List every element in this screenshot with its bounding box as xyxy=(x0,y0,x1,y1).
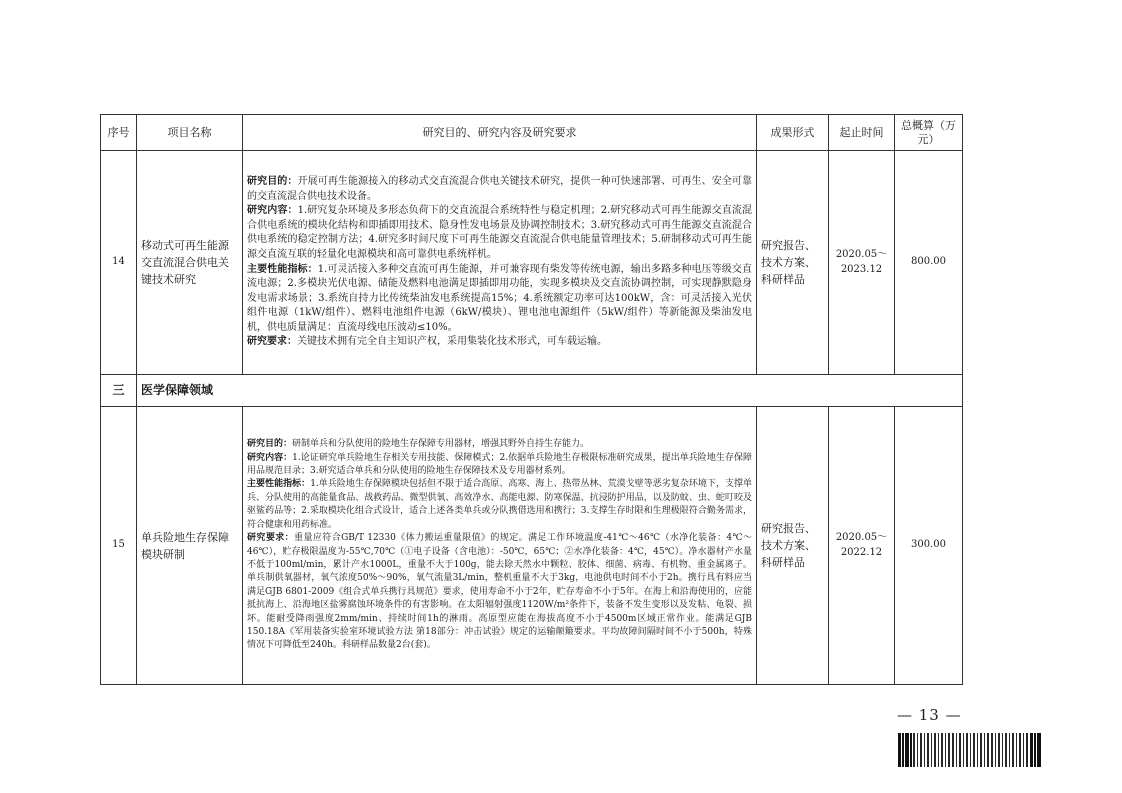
header-content: 研究目的、研究内容及研究要求 xyxy=(243,115,757,151)
indicator-label: 主要性能指标： xyxy=(247,479,311,490)
table-header-row xyxy=(101,115,963,151)
barcode-bar xyxy=(1034,733,1036,767)
requirement-label: 研究要求： xyxy=(247,336,297,348)
indicator-text: 1.可灵活接入多种交直流可再生能源，并可兼容现有柴发等传统电源，输出多路多种电压等级交直流电源；2.多模块光伏电源、储能及燃料电池满足即插即用功能，实现多模块及交直流协调控制，可实现静默隐身发电需求场景；3.系统自持力比传统柴油发电系统提高15%；4.系统额定功率可达100kW，含：可灵活接入光伏组件电源（1kW/组件）、燃料电池组件电源（6kW/模块）、锂电池电源组件（5kW/组件）等新能源及柴油发电机，供电质量满足：直流母线电压波动≤10%。 xyxy=(247,263,752,333)
project-description xyxy=(243,151,757,375)
page-number: — 13 — xyxy=(897,706,962,724)
purpose-label: 研究目的： xyxy=(247,175,298,187)
barcode-bar xyxy=(1037,733,1041,767)
budget: 300.00 xyxy=(895,407,963,685)
purpose-text: 开展可再生能源接入的移动式交直流混合供电关键技术研究，提供一种可快速部署、可再生、安全可靠的交直流混合供电技术设备。 xyxy=(247,175,753,202)
barcode-bar xyxy=(902,733,904,767)
header-no: 序号 xyxy=(101,115,137,151)
project-name: 单兵险地生存保障模块研制 xyxy=(137,407,243,685)
time-range: 2020.05～2022.12 xyxy=(829,407,895,685)
header-name: 项目名称 xyxy=(137,115,243,151)
requirement-text: 关键技术拥有完全自主知识产权，采用集装化技术形式，可车载运输。 xyxy=(297,336,607,348)
purpose-label: 研究目的： xyxy=(247,439,293,450)
table-row xyxy=(101,151,963,375)
barcode-pattern xyxy=(913,733,951,767)
project-description xyxy=(243,407,757,685)
content-label: 研究内容： xyxy=(247,205,298,217)
barcode-image xyxy=(898,733,1058,767)
row-number: 15 xyxy=(101,407,137,685)
barcode-bar xyxy=(910,733,912,767)
requirement-label: 研究要求： xyxy=(247,533,295,544)
purpose-text: 研制单兵和分队使用的险地生存保障专用器材，增强其野外自持生存能力。 xyxy=(292,439,590,450)
indicator-label: 主要性能指标： xyxy=(247,263,318,275)
project-table xyxy=(100,114,963,685)
output-form: 研究报告、技术方案、科研样品 xyxy=(757,407,829,685)
indicator-text: 1.单兵险地生存保障模块包括但不限于适合高原、高寒、海上、热带丛林、荒漠戈壁等恶劣复杂环境下，支撑单兵、分队使用的高能量食品、战救药品、微型供氧、高效净水、高能电源、防寒保温、抗浸防护用品，以及防蚊、虫、蛇叮咬及驱鲨药品等；2.采取模块化组合式设计，适合上述各类单兵或分队携借选用和携行；3.支撑生存时限和生理极限符合勤务需求，符合健康和用药标准。 xyxy=(247,479,752,530)
requirement-text: 重量应符合GB/T 12330《体力搬运重量限值》的规定。满足工作环境温度-41℃～46℃（水净化装备：4℃～46℃），贮存极限温度为-55℃,70℃（①电子设备（含电池）：-50℃，65℃；②水净化装备：4℃，45℃）。净水器材产水量不低于100ml/min，累计产水1000L，重量不大于100g，能去除天然水中颗粒、胶体、细菌、病毒、有机物、重金属离子。单兵制供氧器材，氧气浓度50%～90%，氧气流量3L/min，整机重量不大于3kg，电池供电时间不小于2h。携行具有料应当满足GJB 6801-2009《组合式单兵携行具规范》要求，使用寿命不小于2年，贮存寿命不小于5年。在海上和沿海使用的，应能抵抗海上、沿海地区盐雾腐蚀环境条件的有害影响。在太阳辐射强度1120W/m²条件下，装备不发生变形以及发粘、龟裂、损坏。能耐受降雨强度2mm/min、持续时间1h的淋雨。高原型应能在海拔高度不小于4500m区域正常作业。能满足GJB 150.18A《军用装备实验室环境试验方法 第18部分：冲击试验》规定的运输颠簸要求。平均故障间隔时间不小于500h，特殊情况下可降低至240h。科研样品数量2台(套)。 xyxy=(247,533,752,651)
section-title: 医学保障领域 xyxy=(137,375,963,407)
section-number: 三 xyxy=(101,375,137,407)
barcode-bar xyxy=(905,733,909,767)
row-number: 14 xyxy=(101,151,137,375)
content-text: 1.研究复杂环境及多形态负荷下的交直流混合系统特性与稳定机理；2.研究移动式可再生能源交直流混合供电系统的模块化结构和即插即用技术、隐身性发电场景及协调控制技术；3.研究移动式可再生能源交直流混合供电系统的稳定控制方法；4.研究多时间尺度下可再生能源交直流混合供电能量管理技术；5.研制移动式可再生能源交直流互联的轻量化电源模块和高可靠供电系统样机。 xyxy=(247,205,752,260)
content-text: 1.论证研究单兵险地生存相关专用技能、保障模式；2.依据单兵险地生存极限标准研究成果，提出单兵险地生存保障用品规范目录；3.研究适合单兵和分队使用的险地生存保障技术及专用器材系列。 xyxy=(247,452,752,477)
header-output: 成果形式 xyxy=(757,115,829,151)
header-budget: 总概算（万元） xyxy=(895,115,963,151)
header-time: 起止时间 xyxy=(829,115,895,151)
barcode-bar xyxy=(1030,733,1033,767)
content-label: 研究内容： xyxy=(247,452,293,463)
budget: 800.00 xyxy=(895,151,963,375)
output-form: 研究报告、技术方案、科研样品 xyxy=(757,151,829,375)
barcode-pattern xyxy=(991,733,1029,767)
project-name: 移动式可再生能源交直流混合供电关键技术研究 xyxy=(137,151,243,375)
barcode-pattern xyxy=(952,733,990,767)
table-row xyxy=(101,407,963,685)
barcode-bar xyxy=(898,733,901,767)
time-range: 2020.05～2023.12 xyxy=(829,151,895,375)
section-row xyxy=(101,375,963,407)
